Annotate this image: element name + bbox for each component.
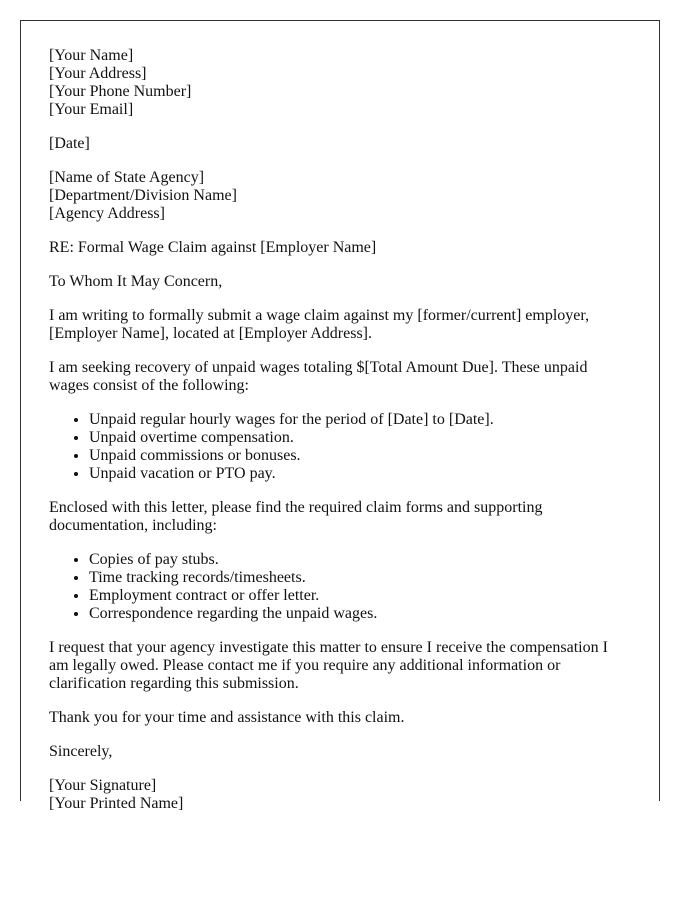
letter-date: [Date] xyxy=(49,135,90,152)
salutation: To Whom It May Concern, xyxy=(49,273,223,290)
documents-list xyxy=(49,551,631,623)
recipient-block xyxy=(49,169,631,223)
recipient-agency: [Name of State Agency] xyxy=(49,169,205,186)
list-item: • Employment contract or offer letter. xyxy=(89,587,631,605)
thanks-paragraph: Thank you for your time and assistance with this claim. xyxy=(49,709,405,726)
list-item: • Copies of pay stubs. xyxy=(89,551,631,569)
sender-block xyxy=(49,47,631,119)
recovery-paragraph: I am seeking recovery of unpaid wages totaling $[Total Amount Due]. These unpaid wages consist of the following: xyxy=(49,359,588,394)
sender-address: [Your Address] xyxy=(49,65,147,82)
list-item: • Unpaid commissions or bonuses. xyxy=(89,447,631,465)
sender-email: [Your Email] xyxy=(49,101,134,118)
recipient-department: [Department/Division Name] xyxy=(49,187,237,204)
intro-paragraph: I am writing to formally submit a wage claim against my [former/current] employer, [Employer Name], located at [Employer Address]. xyxy=(49,307,590,342)
subject-line: RE: Formal Wage Claim against [Employer Name] xyxy=(49,239,377,256)
sender-name: [Your Name] xyxy=(49,47,134,64)
sender-phone: [Your Phone Number] xyxy=(49,83,192,100)
list-item: • Unpaid vacation or PTO pay. xyxy=(89,465,631,483)
list-item: • Unpaid regular hourly wages for the period of [Date] to [Date]. xyxy=(89,411,631,429)
signature-block xyxy=(49,777,631,813)
list-item: • Unpaid overtime compensation. xyxy=(89,429,631,447)
closing: Sincerely, xyxy=(49,743,113,760)
enclosed-paragraph: Enclosed with this letter, please find the required claim forms and supporting documentation, including: xyxy=(49,499,543,534)
request-paragraph: I request that your agency investigate this matter to ensure I receive the compensation I am legally owed. Please contact me if you require any additional information or clarification regarding this submission. xyxy=(49,639,608,692)
signature: [Your Signature] xyxy=(49,777,157,794)
list-item: • Correspondence regarding the unpaid wages. xyxy=(89,605,631,623)
recipient-address: [Agency Address] xyxy=(49,205,165,222)
letter-page xyxy=(20,20,660,812)
printed-name: [Your Printed Name] xyxy=(49,795,184,812)
unpaid-wages-list xyxy=(49,411,631,483)
list-item: • Time tracking records/timesheets. xyxy=(89,569,631,587)
